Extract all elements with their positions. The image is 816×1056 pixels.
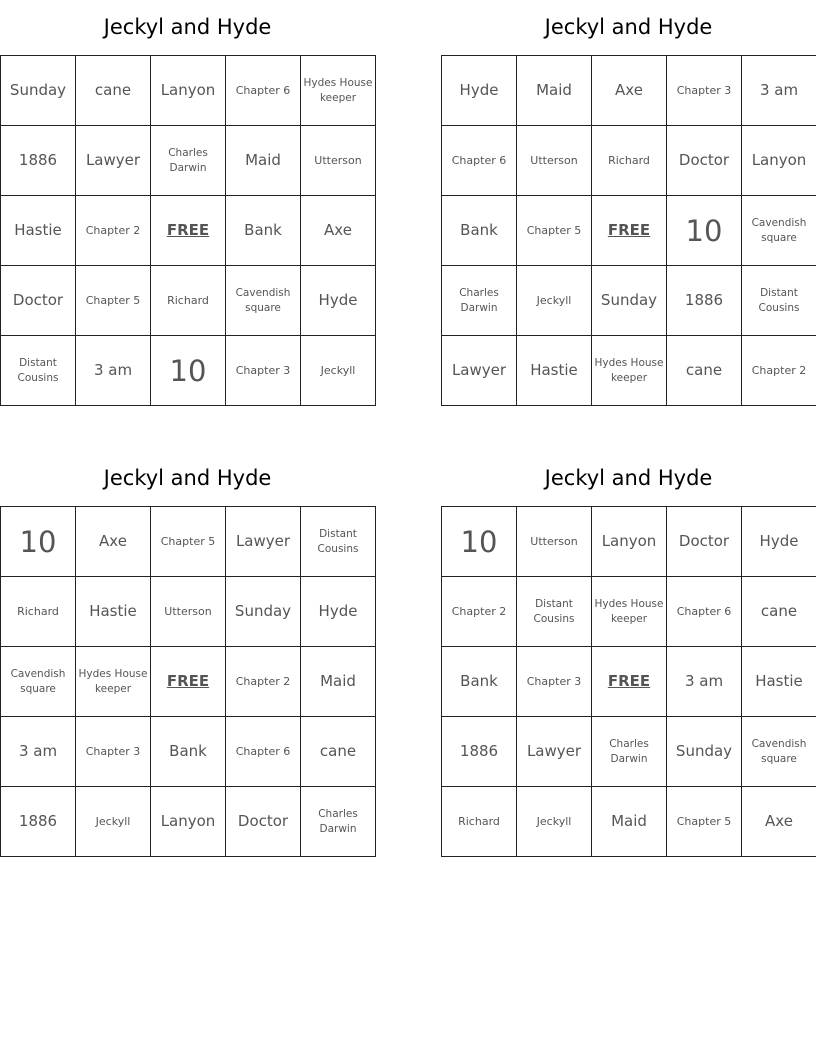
- bingo-row: [442, 336, 816, 406]
- bingo-cell: Axe: [592, 56, 667, 126]
- bingo-cell: Hastie: [742, 647, 816, 717]
- bingo-cell: Richard: [1, 577, 76, 647]
- bingo-cell: Lawyer: [442, 336, 517, 406]
- bingo-cell: Hyde: [301, 577, 376, 647]
- bingo-cell: Chapter 2: [76, 196, 151, 266]
- bingo-cell: Hydes House keeper: [592, 577, 667, 647]
- bingo-cell: Hyde: [301, 266, 376, 336]
- bingo-row: [442, 577, 816, 647]
- bingo-grid: [0, 506, 376, 857]
- free-space-cell: FREE: [592, 196, 667, 266]
- bingo-cell: 3 am: [742, 56, 816, 126]
- bingo-cell: Hyde: [742, 507, 816, 577]
- bingo-cell: Jeckyll: [76, 787, 151, 857]
- bingo-row: [1, 717, 376, 787]
- bingo-cell: Distant Cousins: [1, 336, 76, 406]
- bingo-cell: Sunday: [226, 577, 301, 647]
- bingo-cell: Distant Cousins: [517, 577, 592, 647]
- bingo-cell: 1886: [1, 126, 76, 196]
- bingo-row: [442, 196, 816, 266]
- bingo-grid: [0, 55, 376, 406]
- bingo-row: [442, 647, 816, 717]
- card-title: Jeckyl and Hyde: [103, 15, 272, 39]
- bingo-row: [1, 196, 376, 266]
- bingo-cell: Chapter 6: [442, 126, 517, 196]
- bingo-cell: Bank: [226, 196, 301, 266]
- bingo-cell: Chapter 5: [667, 787, 742, 857]
- bingo-cell: Distant Cousins: [742, 266, 816, 336]
- bingo-row: [1, 787, 376, 857]
- bingo-cell: Chapter 3: [76, 717, 151, 787]
- bingo-cell: Lanyon: [742, 126, 816, 196]
- bingo-cell: Sunday: [592, 266, 667, 336]
- bingo-cell: Chapter 5: [151, 507, 226, 577]
- bingo-cell: Lawyer: [517, 717, 592, 787]
- bingo-cell: Hyde: [442, 56, 517, 126]
- bingo-row: [442, 717, 816, 787]
- bingo-cell: Doctor: [667, 126, 742, 196]
- bingo-row: [442, 507, 816, 577]
- bingo-cell: Hydes House keeper: [301, 56, 376, 126]
- bingo-cell: Sunday: [667, 717, 742, 787]
- bingo-row: [1, 336, 376, 406]
- bingo-cell: Chapter 3: [226, 336, 301, 406]
- bingo-cell: Utterson: [517, 126, 592, 196]
- bingo-row: [442, 266, 816, 336]
- card-title: Jeckyl and Hyde: [103, 466, 272, 490]
- bingo-cell: Chapter 5: [517, 196, 592, 266]
- bingo-row: [1, 126, 376, 196]
- bingo-cell: Charles Darwin: [592, 717, 667, 787]
- bingo-cell: Hastie: [76, 577, 151, 647]
- bingo-cell: Axe: [301, 196, 376, 266]
- bingo-cell: 10: [151, 336, 226, 406]
- bingo-cell: cane: [667, 336, 742, 406]
- bingo-cell: Lanyon: [151, 787, 226, 857]
- bingo-cell: Lanyon: [592, 507, 667, 577]
- bingo-row: [1, 577, 376, 647]
- bingo-cell: Hydes House keeper: [592, 336, 667, 406]
- bingo-cell: Chapter 6: [667, 577, 742, 647]
- bingo-cell: Doctor: [226, 787, 301, 857]
- bingo-cell: 1886: [1, 787, 76, 857]
- bingo-cell: Axe: [742, 787, 816, 857]
- bingo-cell: Charles Darwin: [442, 266, 517, 336]
- bingo-cell: Chapter 2: [442, 577, 517, 647]
- card-title: Jeckyl and Hyde: [544, 15, 713, 39]
- bingo-cell: Chapter 5: [76, 266, 151, 336]
- bingo-cell: 1886: [667, 266, 742, 336]
- bingo-cell: Axe: [76, 507, 151, 577]
- free-space-cell: FREE: [151, 196, 226, 266]
- bingo-cell: 3 am: [1, 717, 76, 787]
- bingo-cell: Cavendish square: [226, 266, 301, 336]
- bingo-cell: Distant Cousins: [301, 507, 376, 577]
- bingo-cell: Cavendish square: [742, 717, 816, 787]
- bingo-cell: Bank: [442, 647, 517, 717]
- bingo-cell: Doctor: [667, 507, 742, 577]
- bingo-cell: Richard: [151, 266, 226, 336]
- bingo-cell: Utterson: [301, 126, 376, 196]
- bingo-cell: 10: [667, 196, 742, 266]
- bingo-cell: Chapter 3: [667, 56, 742, 126]
- bingo-cell: 10: [1, 507, 76, 577]
- bingo-cell: Maid: [301, 647, 376, 717]
- bingo-cell: cane: [301, 717, 376, 787]
- bingo-cell: Chapter 2: [742, 336, 816, 406]
- bingo-row: [442, 787, 816, 857]
- bingo-cell: Chapter 6: [226, 56, 301, 126]
- bingo-cell: Jeckyll: [301, 336, 376, 406]
- bingo-cell: Hydes House keeper: [76, 647, 151, 717]
- bingo-row: [442, 126, 816, 196]
- bingo-cell: Chapter 2: [226, 647, 301, 717]
- bingo-cell: Cavendish square: [1, 647, 76, 717]
- bingo-cell: Chapter 6: [226, 717, 301, 787]
- card-title: Jeckyl and Hyde: [544, 466, 713, 490]
- bingo-row: [1, 647, 376, 717]
- bingo-grid: [441, 55, 816, 406]
- bingo-cell: Maid: [592, 787, 667, 857]
- bingo-cell: Richard: [592, 126, 667, 196]
- bingo-cell: 3 am: [667, 647, 742, 717]
- bingo-cell: Lawyer: [76, 126, 151, 196]
- bingo-cell: Jeckyll: [517, 787, 592, 857]
- bingo-row: [1, 266, 376, 336]
- bingo-cell: Bank: [151, 717, 226, 787]
- bingo-cell: 10: [442, 507, 517, 577]
- bingo-row: [1, 56, 376, 126]
- bingo-cell: Chapter 3: [517, 647, 592, 717]
- bingo-row: [1, 507, 376, 577]
- free-space-cell: FREE: [592, 647, 667, 717]
- bingo-cell: 1886: [442, 717, 517, 787]
- bingo-cell: Utterson: [517, 507, 592, 577]
- bingo-cell: Utterson: [151, 577, 226, 647]
- free-space-cell: FREE: [151, 647, 226, 717]
- bingo-cell: Doctor: [1, 266, 76, 336]
- bingo-cell: 3 am: [76, 336, 151, 406]
- bingo-cell: Maid: [226, 126, 301, 196]
- bingo-cell: Jeckyll: [517, 266, 592, 336]
- bingo-cell: Lanyon: [151, 56, 226, 126]
- bingo-cell: Maid: [517, 56, 592, 126]
- bingo-cell: Richard: [442, 787, 517, 857]
- bingo-cell: Hastie: [1, 196, 76, 266]
- bingo-cell: Cavendish square: [742, 196, 816, 266]
- bingo-cell: Charles Darwin: [301, 787, 376, 857]
- bingo-cell: cane: [76, 56, 151, 126]
- bingo-cell: Lawyer: [226, 507, 301, 577]
- bingo-row: [442, 56, 816, 126]
- bingo-cell: Bank: [442, 196, 517, 266]
- bingo-grid: [441, 506, 816, 857]
- bingo-cell: Sunday: [1, 56, 76, 126]
- bingo-cell: cane: [742, 577, 816, 647]
- bingo-cell: Charles Darwin: [151, 126, 226, 196]
- bingo-cell: Hastie: [517, 336, 592, 406]
